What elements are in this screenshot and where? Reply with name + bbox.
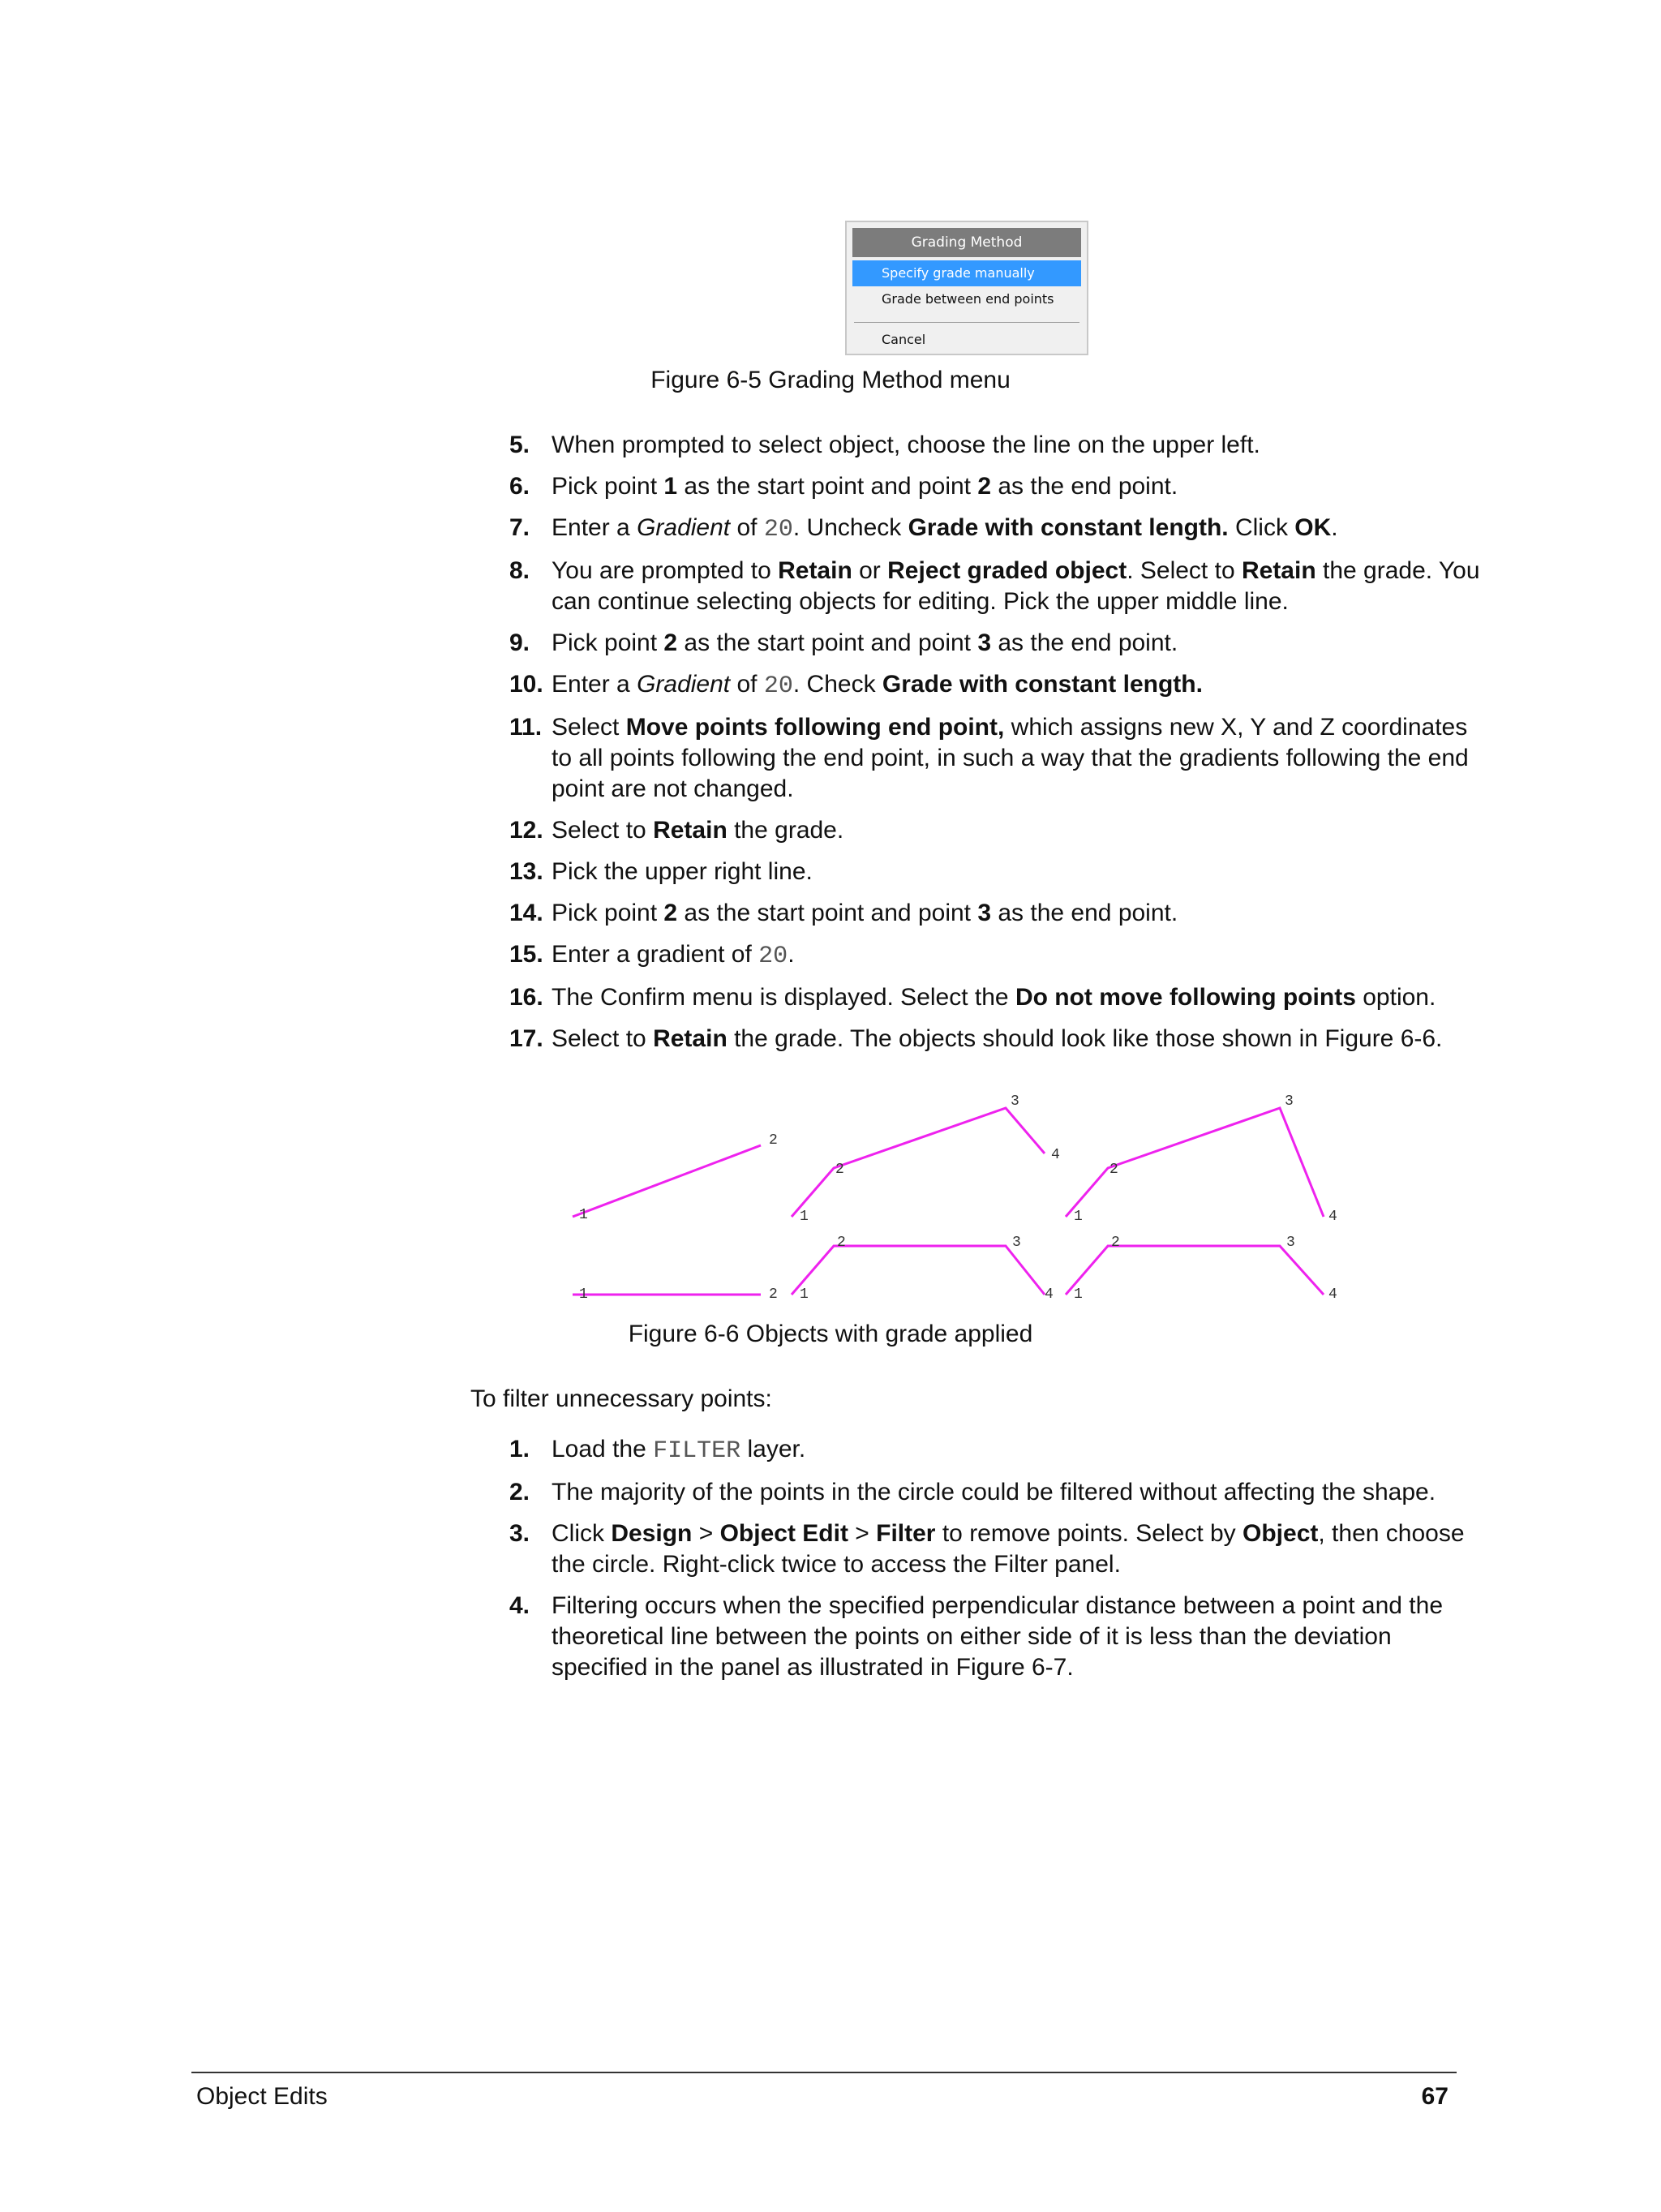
step-14: 14. Pick point 2 as the start point and point 3 as the end point. <box>509 900 1178 926</box>
graded-upper-middle-line <box>792 1108 1045 1217</box>
step-5: 5. When prompted to select object, choose the line on the upper left. <box>509 432 1260 458</box>
filter-step-4: 4. Filtering occurs when the specified perpendicular distance between a point and the theoretical line between the points on either side of it is less than the deviation specified in the panel as illustrated in Figure 6-7. <box>509 1592 1444 1681</box>
step-9: 9. Pick point 2 as the start point and point 3 as the end point. <box>509 629 1178 656</box>
point-label: 1 <box>579 1207 588 1223</box>
point-label: 1 <box>1074 1286 1083 1303</box>
point-label: 2 <box>1109 1162 1118 1178</box>
point-label: 2 <box>769 1286 778 1303</box>
step-12: 12. Select to Retain the grade. <box>509 817 844 844</box>
step-10: 10. Enter a Gradient of 20. Check Grade with constant length. <box>509 671 1203 700</box>
step-11: 11. Select Move points following end point, which assigns new X, Y and Z coordinates to all points following the end point, in such a way that the gradients following the end point are not changed. <box>509 714 1469 802</box>
point-label: 1 <box>800 1286 809 1303</box>
grading-method-menu-body <box>852 228 1081 348</box>
filter-step-2: 2. The majority of the points in the circle could be filtered without affecting the shape. <box>509 1479 1436 1505</box>
figure-6-5-caption: Figure 6-5 Grading Method menu <box>650 367 1011 393</box>
point-label: 4 <box>1328 1209 1337 1225</box>
point-label: 4 <box>1328 1286 1337 1303</box>
point-label: 3 <box>1012 1235 1021 1251</box>
graded-upper-left-line <box>573 1145 761 1217</box>
filter-intro: To filter unnecessary points: <box>470 1385 772 1412</box>
point-label: 3 <box>1285 1093 1294 1110</box>
filter-step-3: 3. Click Design > Object Edit > Filter to remove points. Select by Object, then choose the circle. Right-click twice to access the Filter panel. <box>509 1520 1465 1578</box>
grading-method-menu <box>845 221 1088 355</box>
filter-step-1: 1. Load the FILTER layer. <box>509 1436 806 1465</box>
point-label: 1 <box>579 1286 588 1303</box>
menu-item-specify-grade-manually[interactable]: Specify grade manually <box>852 260 1081 286</box>
menu-title: Grading Method <box>852 228 1081 257</box>
point-label: 1 <box>1074 1209 1083 1225</box>
figure-6-6-caption: Figure 6-6 Objects with grade applied <box>628 1321 1033 1347</box>
menu-item-cancel[interactable]: Cancel <box>882 332 926 347</box>
grading-steps <box>509 430 1483 1054</box>
graded-lower-middle-line <box>792 1246 1045 1295</box>
step-7: 7. Enter a Gradient of 20. Uncheck Grade with constant length. Click OK. <box>509 514 1338 543</box>
graded-lower-right-line <box>1066 1246 1324 1295</box>
point-label: 2 <box>837 1235 846 1251</box>
step-17: 17. Select to Retain the grade. The objects should look like those shown in Figure 6-6. <box>509 1025 1443 1052</box>
footer-rule <box>191 2072 1457 2073</box>
point-label: 4 <box>1045 1286 1054 1303</box>
point-label: 4 <box>1051 1147 1060 1163</box>
menu-separator <box>854 322 1079 323</box>
menu-item-grade-between-end-points[interactable]: Grade between end points <box>882 291 1054 307</box>
point-label: 2 <box>1111 1235 1120 1251</box>
filter-steps <box>509 1434 1483 1683</box>
footer-section-title: Object Edits <box>196 2083 328 2110</box>
point-label: 3 <box>1011 1093 1019 1110</box>
point-label: 2 <box>835 1162 844 1178</box>
footer-page-number: 67 <box>1421 2083 1449 2110</box>
step-15: 15. Enter a gradient of 20. <box>509 941 795 970</box>
point-label: 1 <box>800 1209 809 1225</box>
figure-6-6-graded-objects <box>560 1087 1354 1314</box>
point-label: 2 <box>769 1132 778 1149</box>
step-16: 16. The Confirm menu is displayed. Select the Do not move following points option. <box>509 984 1436 1011</box>
step-8: 8. You are prompted to Retain or Reject graded object. Select to Retain the grade. You can continue selecting objects for editing. Pick the upper middle line. <box>509 557 1480 615</box>
step-13: 13. Pick the upper right line. <box>509 858 813 885</box>
point-label: 3 <box>1286 1235 1295 1251</box>
step-6: 6. Pick point 1 as the start point and point 2 as the end point. <box>509 473 1178 500</box>
graded-upper-right-line <box>1066 1108 1324 1217</box>
